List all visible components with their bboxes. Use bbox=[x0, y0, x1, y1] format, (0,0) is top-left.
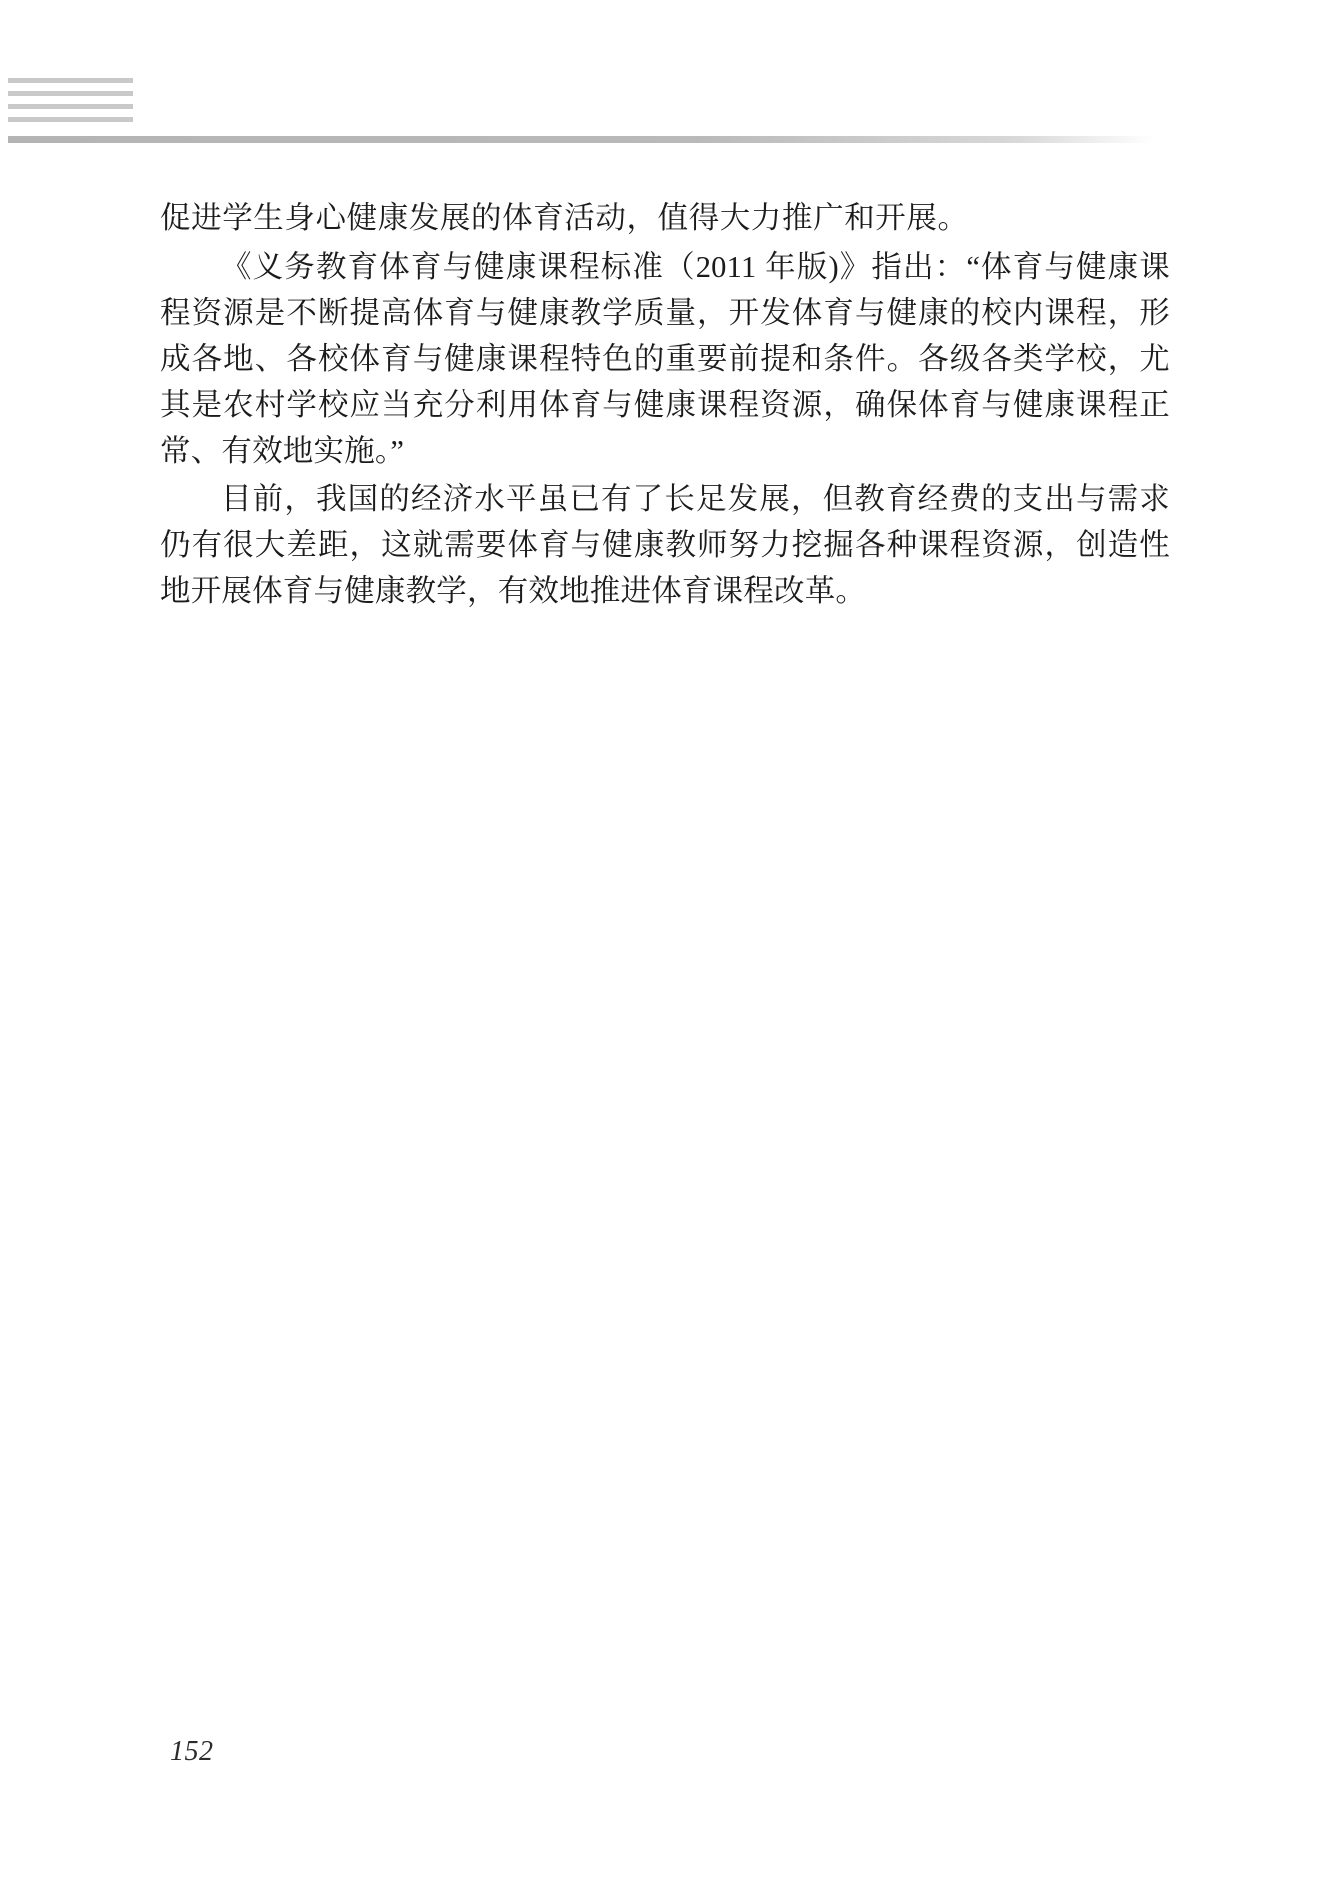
decorative-rule-1 bbox=[8, 78, 133, 83]
decorative-rule-4 bbox=[8, 117, 133, 122]
decorative-rule-2 bbox=[8, 91, 133, 96]
decorative-rule-3 bbox=[8, 104, 133, 109]
paragraph: 促进学生身心健康发展的体育活动，值得大力推广和开展。 bbox=[160, 201, 969, 236]
decorative-rule-long bbox=[8, 136, 1154, 143]
paragraph: 目前，我国的经济水平虽已有了长足发展，但教育经费的支出与需求仍有很大差距，这就需要体育与健康教师努力挖掘各种课程资源，创造性地开展体育与健康教学，有效地推进体育课程改革。 bbox=[160, 482, 1170, 608]
paragraph: 《义务教育体育与健康课程标准（2011 年版)》指出：“体育与健康课程资源是不断提高体育与健康教学质量，开发体育与健康的校内课程，形成各地、各校体育与健康课程特色的重要前提和条件。各级各类学校，尤其是农村学校应当充分利用体育与健康课程资源，确保体育与健康课程正常、有效地实施。” bbox=[160, 250, 1170, 468]
body-text bbox=[160, 196, 1170, 616]
page-number: 152 bbox=[170, 1736, 214, 1767]
header-decoration bbox=[0, 78, 1150, 148]
